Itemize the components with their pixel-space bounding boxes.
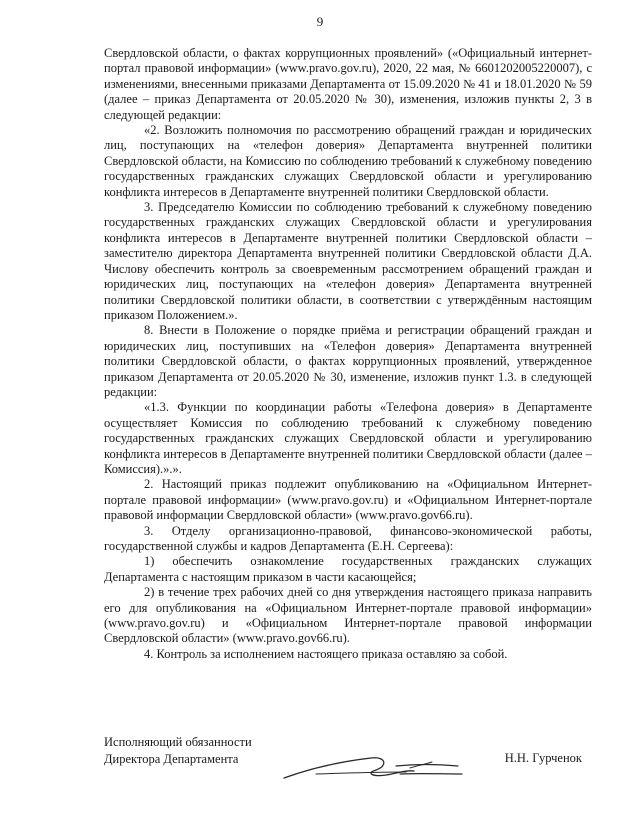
paragraph: «2. Возложить полномочия по рассмотрению обращений граждан и юридических лиц, поступающих на «телефон доверия» Департамента внутренней политики Свердловской области, на Комиссию по соблюдению требований к служебному поведению государственных гражданских служащих Свердловской области и урегулированию конфликта интересов в Департаменте внутренней политики Свердловской области. <box>104 123 592 199</box>
document-body <box>104 46 592 662</box>
paragraph: 2) в течение трех рабочих дней со дня утверждения настоящего приказа направить его для опубликования на «Официальном Интернет-портале правовой информации» (www.pravo.gov.ru) и «Официальном Интернет-портале правовой информации Свердловской области» (www.pravo.gov66.ru). <box>104 585 592 646</box>
paragraph: 4. Контроль за исполнением настоящего приказа оставляю за собой. <box>144 646 508 661</box>
signatory-name: Н.Н. Гурченок <box>504 751 582 765</box>
paragraph: Свердловской области, о фактах коррупционных проявлений» («Официальный интернет-портал правовой информации» (www.pravo.gov.ru), 2020, 22 мая, № 6601202005220007), с изменениями, внесенными приказами Департамента от 15.09.2020 № 41 и 18.01.2020 № 59 (далее – приказ Департамента от 20.05.2020 № 30), изменения, изложив пункты 2, 3 в следующей редакции: <box>104 46 592 122</box>
signatory-role-line-2: Директора Департамента <box>104 752 239 766</box>
signature-block <box>104 734 592 794</box>
signatory-role <box>104 734 252 768</box>
paragraph: 3. Отделу организационно-правовой, финансово-экономической работы, государственной службы и кадров Департамента (Е.Н. Сергеева): <box>104 523 592 553</box>
paragraph: 3. Председателю Комиссии по соблюдению требований к служебному поведению государственных гражданских служащих Свердловской области и урегулирования конфликта интересов в Департаменте внутренней политики Свердловской области – заместителю директора Департамента внутренней политики Свердловской области Д.А. Числову обеспечить контроль за своевременным рассмотрением обращений граждан и юридических лиц, поступающих на «телефон доверия» Департамента внутренней политики Свердловской политики области, в соответствии с утверждённым настоящим приказом Положением.». <box>104 200 592 322</box>
paragraph: 2. Настоящий приказ подлежит опубликованию на «Официальном Интернет-портале правовой информации» (www.pravo.gov.ru) и «Официальном Интернет-портале правовой информации Свердловской области» (www.pravo.gov66.ru). <box>104 477 592 523</box>
paragraph: «1.3. Функции по координации работы «Телефона доверия» в Департаменте осуществляет Комиссия по соблюдению требований к служебному поведению государственных гражданских служащих Свердловской области и урегулированию конфликта интересов в Департаменте внутренней политики Свердловской области (далее – Комиссия).».». <box>104 400 592 476</box>
paragraph: 8. Внести в Положение о порядке приёма и регистрации обращений граждан и юридических лиц, поступивших на «Телефон доверия» Департамента внутренней политики Свердловской области, о фактах коррупционных проявлений, утвержденное приказом Департамента от 20.05.2020 № 30, изменение, изложив пункт 1.3. в следующей редакции: <box>104 323 592 399</box>
handwritten-signature <box>276 744 466 786</box>
page-number: 9 <box>316 14 324 29</box>
signatory-role-line-1: Исполняющий обязанности <box>104 735 252 749</box>
paragraph: 1) обеспечить ознакомление государственных гражданских служащих Департамента с настоящим приказом в части касающейся; <box>104 554 592 584</box>
